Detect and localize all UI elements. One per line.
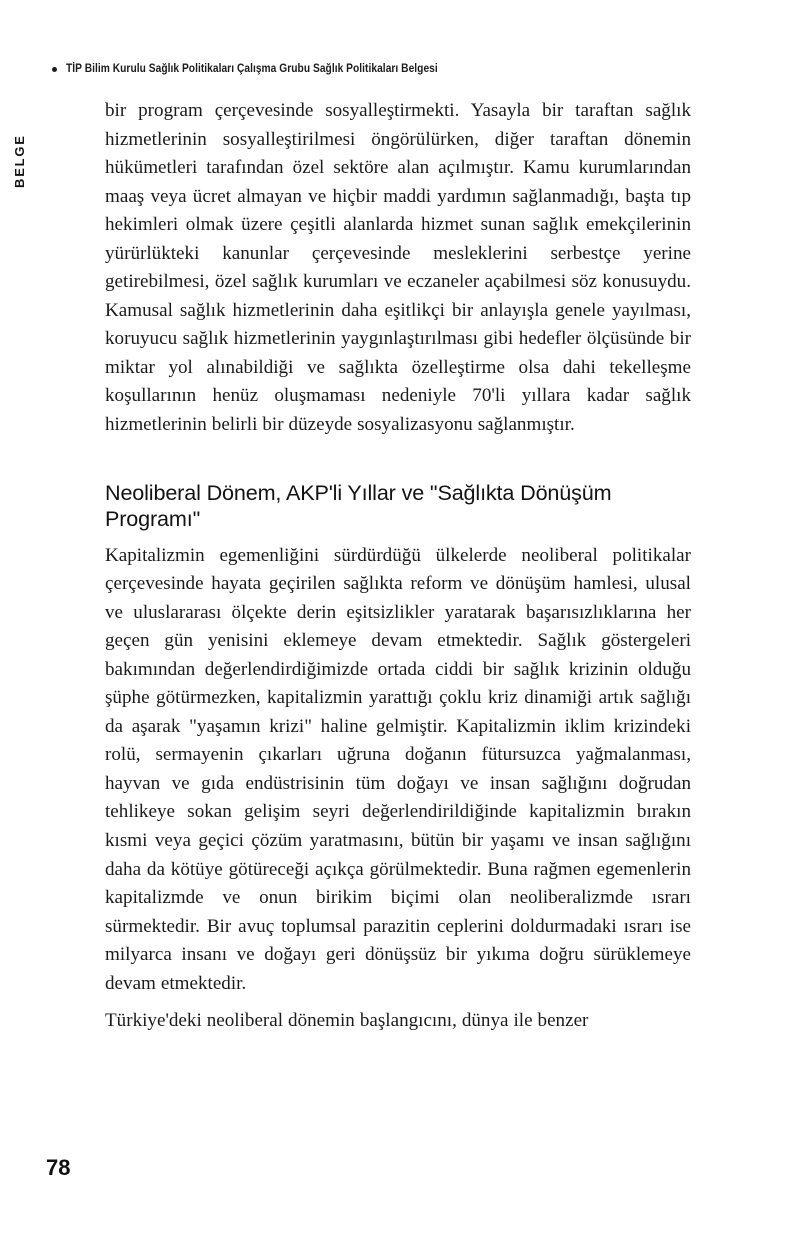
side-tab-label: BELGE [12, 134, 27, 188]
body-paragraph-3: Türkiye'deki neoliberal dönemin başlangıcını, dünya ile benzer [105, 1010, 589, 1032]
side-tab [12, 96, 52, 188]
body-paragraph-1: bir program çerçevesinde sosyalleştirmekti. Yasayla bir taraftan sağlık hizmetlerinin sosyalleştirilmesi öngörülürken, diğer taraftan dönemin hükümetleri tarafından özel sektöre alan açılmıştır. Kamu kurumlarından maaş veya ücret almayan ve hiçbir maddi yardımın sağlanmadığı, başta tıp hekimleri olmak üzere çeşitli alanlarda hizmet sunan sağlık emekçilerinin yürürlükteki kanunlar çerçevesinde mesleklerini serbestçe yerine getirebilmesi, özel sağlık kurumları ve eczaneler açabilmesi söz konusuydu. Kamusal sağlık hizmetlerinin daha eşitlikçi bir anlayışla genele yayılması, koruyucu sağlık hizmetlerinin yaygınlaştırılması gibi hedefler ölçüsünde bir miktar yol alınabildiği ve sağlıkta özelleştirme olsa dahi tekelleşme koşullarının henüz oluşmaması nedeniyle 70'li yıllara kadar sağlık hizmetlerinin belirli bir düzeyde sosyalizasyonu sağlanmıştır. [105, 100, 691, 436]
page-number: 78 [46, 1155, 71, 1180]
text-column [105, 97, 691, 1036]
body-paragraph-2: Kapitalizmin egemenliğini sürdürdüğü ülkelerde neoliberal politikalar çerçevesinde hayata geçirilen sağlıkta reform ve dönüşüm hamlesi, ulusal ve uluslararası ölçekte derin eşitsizlikler yaratarak başarısızlıklarına her geçen gün yenisini eklemeye devam etmektedir. Sağlık göstergeleri bakımından değerlendirdiğimizde ortada ciddi bir sağlık krizinin olduğu şüphe götürmezken, kapitalizmin yarattığı çoklu kriz dinamiği artık sağlığı da aşarak "yaşamın krizi" haline gelmiştir. Kapitalizmin iklim krizindeki rolü, sermayenin çıkarları uğruna doğanın fütursuzca yağmalanması, hayvan ve gıda endüstrisinin tüm doğayı ve insan sağlığını doğrudan tehlikeye sokan gelişim seyri değerlendirildiğinde kapitalizmin bırakın kısmi veya geçici çözüm yaratmasını, bütün bir yaşamı ve insan sağlığını daha da kötüye götüreceği açıkça görülmektedir. Buna rağmen egemenlerin kapitalizmde ve onun birikim biçimi olan neoliberalizmde ısrarı sürmektedir. Bir avuç toplumsal parazitin ceplerini doldurmadaki ısrarı ise milyarca insanı ve doğayı geri dönüşsüz bir yıkıma doğru sürüklemeye devam etmektedir. [105, 544, 691, 994]
paragraph-spacer [105, 998, 691, 1007]
section-heading: Neoliberal Dönem, AKP'li Yıllar ve "Sağlıkta Dönüşüm Programı" [105, 479, 612, 532]
bullet-icon [52, 67, 57, 72]
running-header [52, 62, 488, 75]
running-header-text: TİP Bilim Kurulu Sağlık Politikaları Çalışma Grubu Sağlık Politikaları Belgesi [66, 62, 438, 75]
